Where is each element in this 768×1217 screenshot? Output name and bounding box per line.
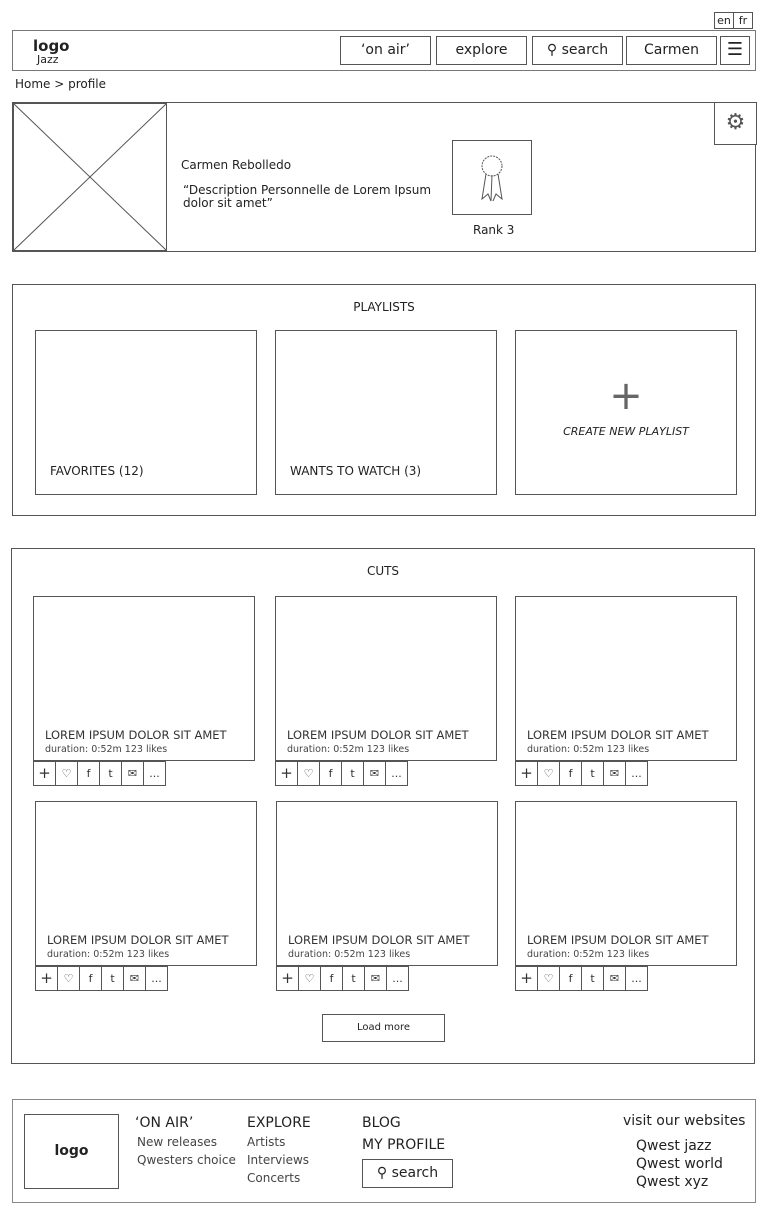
- search-label: search: [561, 42, 609, 58]
- playlist-label: WANTS TO WATCH (3): [290, 464, 422, 478]
- nav-explore[interactable]: explore: [436, 36, 527, 65]
- cut-actions: [33, 761, 166, 786]
- footer-visit-label: visit our websites: [623, 1113, 746, 1129]
- profile-description: “Description Personnelle de Lorem Ipsum dolor sit amet”: [183, 183, 432, 210]
- cut-card[interactable]: [275, 596, 497, 761]
- ribbon-icon: [453, 141, 531, 214]
- cut-title: LOREM IPSUM DOLOR SIT AMET: [288, 933, 470, 947]
- cut-actions: [515, 966, 648, 991]
- website-link[interactable]: Qwest jazz: [636, 1138, 712, 1154]
- email-icon[interactable]: ✉: [364, 966, 387, 991]
- footer-on-air[interactable]: ‘ON AIR’: [135, 1115, 194, 1131]
- twitter-icon[interactable]: t: [101, 966, 124, 991]
- cut-actions: [276, 966, 409, 991]
- email-icon[interactable]: ✉: [363, 761, 386, 786]
- twitter-icon[interactable]: t: [341, 761, 364, 786]
- nav-on-air[interactable]: ‘on air’: [340, 36, 431, 65]
- more-icon[interactable]: ...: [385, 761, 408, 786]
- facebook-icon[interactable]: f: [79, 966, 102, 991]
- profile-panel: [12, 102, 756, 252]
- footer-link[interactable]: Interviews: [247, 1153, 310, 1167]
- plus-icon: +: [609, 373, 643, 419]
- facebook-icon[interactable]: f: [559, 966, 582, 991]
- rank-badge: [452, 140, 532, 215]
- cuts-title: CUTS: [366, 564, 400, 578]
- twitter-icon[interactable]: t: [581, 761, 604, 786]
- more-icon[interactable]: ...: [625, 966, 648, 991]
- playlists-section: [12, 284, 756, 516]
- heart-icon[interactable]: ♡: [57, 966, 80, 991]
- breadcrumb: Home > profile: [15, 77, 107, 91]
- twitter-icon[interactable]: t: [342, 966, 365, 991]
- plus-icon[interactable]: +: [515, 761, 538, 786]
- heart-icon[interactable]: ♡: [297, 761, 320, 786]
- rank-label: Rank 3: [473, 223, 515, 237]
- cuts-section: [11, 548, 755, 1064]
- plus-icon[interactable]: +: [35, 966, 58, 991]
- cut-meta: duration: 0:52m 123 likes: [47, 949, 170, 960]
- footer-link[interactable]: Concerts: [247, 1171, 301, 1185]
- plus-icon[interactable]: +: [276, 966, 299, 991]
- create-playlist-button[interactable]: [515, 330, 737, 495]
- search-label: search: [391, 1165, 439, 1181]
- more-icon[interactable]: ...: [143, 761, 166, 786]
- facebook-icon[interactable]: f: [559, 761, 582, 786]
- footer-my-profile[interactable]: MY PROFILE: [362, 1137, 446, 1153]
- cut-title: LOREM IPSUM DOLOR SIT AMET: [47, 933, 229, 947]
- logo[interactable]: logo: [33, 37, 70, 55]
- facebook-icon[interactable]: f: [320, 966, 343, 991]
- footer-link[interactable]: New releases: [137, 1135, 217, 1149]
- search-icon: ⚲: [376, 1165, 388, 1181]
- email-icon[interactable]: ✉: [603, 761, 626, 786]
- more-icon[interactable]: ...: [386, 966, 409, 991]
- twitter-icon[interactable]: t: [581, 966, 604, 991]
- email-icon[interactable]: ✉: [603, 966, 626, 991]
- load-more-button[interactable]: Load more: [322, 1014, 445, 1042]
- cut-card[interactable]: [33, 596, 255, 761]
- footer-logo[interactable]: logo: [24, 1114, 119, 1189]
- cut-card[interactable]: [35, 801, 257, 966]
- cut-title: LOREM IPSUM DOLOR SIT AMET: [287, 728, 469, 742]
- playlist-wants-to-watch[interactable]: [275, 330, 497, 495]
- cut-meta: duration: 0:52m 123 likes: [287, 744, 410, 755]
- create-playlist-label: CREATE NEW PLAYLIST: [563, 425, 689, 438]
- footer-link[interactable]: Artists: [247, 1135, 286, 1149]
- footer-blog[interactable]: BLOG: [362, 1115, 401, 1131]
- facebook-icon[interactable]: f: [319, 761, 342, 786]
- website-link[interactable]: Qwest xyz: [636, 1174, 709, 1190]
- cut-actions: [275, 761, 408, 786]
- profile-image-placeholder: [13, 103, 167, 251]
- cut-card[interactable]: [515, 801, 737, 966]
- facebook-icon[interactable]: f: [77, 761, 100, 786]
- cut-meta: duration: 0:52m 123 likes: [527, 949, 650, 960]
- footer: [12, 1099, 756, 1203]
- heart-icon[interactable]: ♡: [537, 761, 560, 786]
- cut-actions: [515, 761, 648, 786]
- cut-title: LOREM IPSUM DOLOR SIT AMET: [527, 933, 709, 947]
- playlist-label: FAVORITES (12): [50, 464, 144, 478]
- plus-icon[interactable]: +: [515, 966, 538, 991]
- footer-explore[interactable]: EXPLORE: [247, 1115, 311, 1131]
- cut-title: LOREM IPSUM DOLOR SIT AMET: [45, 728, 227, 742]
- playlists-title: PLAYLISTS: [353, 300, 415, 314]
- email-icon[interactable]: ✉: [123, 966, 146, 991]
- nav-user[interactable]: Carmen: [626, 36, 717, 65]
- cut-meta: duration: 0:52m 123 likes: [45, 744, 168, 755]
- cut-actions: [35, 966, 168, 991]
- email-icon[interactable]: ✉: [121, 761, 144, 786]
- search-icon: ⚲: [546, 42, 558, 58]
- cut-meta: duration: 0:52m 123 likes: [527, 744, 650, 755]
- logo-subtitle: Jazz: [37, 53, 59, 66]
- nav-search-button[interactable]: [532, 36, 623, 65]
- profile-name: Carmen Rebolledo: [181, 158, 292, 172]
- footer-search-button[interactable]: [362, 1159, 453, 1188]
- lang-en[interactable]: en: [714, 12, 734, 29]
- plus-icon[interactable]: +: [33, 761, 56, 786]
- more-icon[interactable]: ...: [625, 761, 648, 786]
- plus-icon[interactable]: +: [275, 761, 298, 786]
- settings-gear-icon[interactable]: ⚙: [714, 102, 757, 145]
- lang-fr[interactable]: fr: [733, 12, 753, 29]
- website-link[interactable]: Qwest world: [636, 1156, 723, 1172]
- hamburger-menu-icon[interactable]: ☰: [720, 36, 750, 65]
- cut-card[interactable]: [515, 596, 737, 761]
- playlist-favorites[interactable]: [35, 330, 257, 495]
- footer-link[interactable]: Qwesters choice: [137, 1153, 236, 1167]
- heart-icon[interactable]: ♡: [298, 966, 321, 991]
- cut-title: LOREM IPSUM DOLOR SIT AMET: [527, 728, 709, 742]
- cut-card[interactable]: [276, 801, 498, 966]
- heart-icon[interactable]: ♡: [537, 966, 560, 991]
- cut-meta: duration: 0:52m 123 likes: [288, 949, 411, 960]
- twitter-icon[interactable]: t: [99, 761, 122, 786]
- heart-icon[interactable]: ♡: [55, 761, 78, 786]
- more-icon[interactable]: ...: [145, 966, 168, 991]
